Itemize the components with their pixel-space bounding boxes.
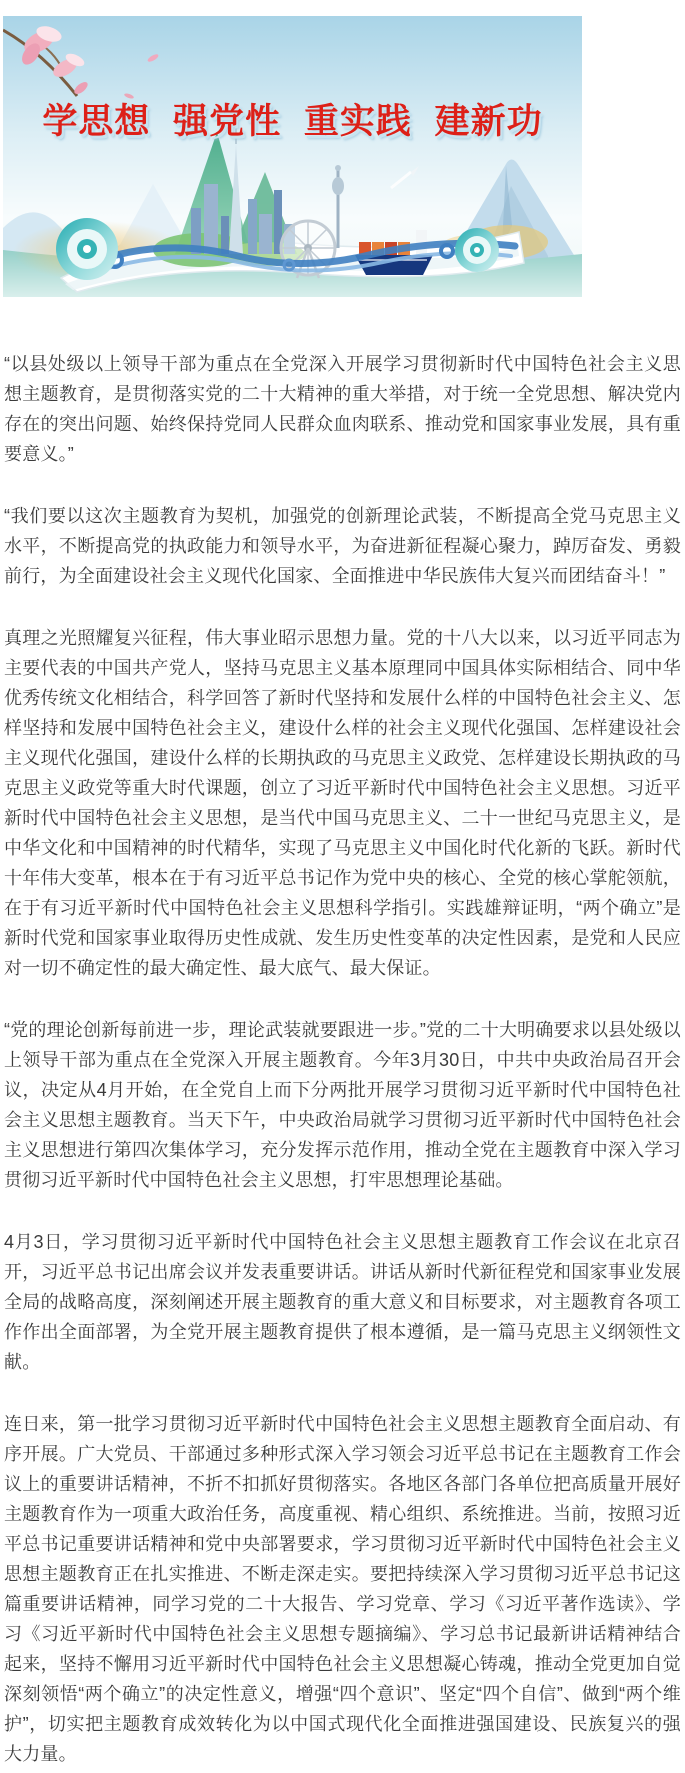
scroll-roll-right [455,228,499,272]
article-paragraph: “党的理论创新每前进一步，理论武装就要跟进一步。”党的二十大明确要求以县处级以上领导干部为重点在全党深入开展主题教育。今年3月30日，中共中央政治局召开会议，决定从4月开始，在全党自上而下分两批开展学习贯彻习近平新时代中国特色社会主义思想主题教育。当天下午，中央政治局就学习贯彻习近平新时代中国特色社会主义思想进行第四次集体学习，充分发挥示范作用，推动全党在主题教育中深入学习贯彻习近平新时代中国特色社会主义思想，打牢思想理论基础。 [4,1020,681,1190]
article-paragraph: “我们要以这次主题教育为契机，加强党的创新理论武装，不断提高全党马克思主义水平，不断提高党的执政能力和领导水平，为奋进新征程凝心聚力，踔厉奋发、勇毅前行，为全面建设社会主义现代化国家、全面推进中华民族伟大复兴而团结奋斗！” [4,506,681,586]
article-paragraph: 真理之光照耀复兴征程，伟大事业昭示思想力量。党的十八大以来，以习近平同志为主要代表的中国共产党人，坚持马克思主义基本原理同中国具体实际相结合、同中华优秀传统文化相结合，科学回答了新时代坚持和发展什么样的中国特色社会主义、怎样坚持和发展中国特色社会主义，建设什么样的社会主义现代化强国、怎样建设社会主义现代化强国，建设什么样的长期执政的马克思主义政党、怎样建设长期执政的马克思主义政党等重大时代课题，创立了习近平新时代中国特色社会主义思想。习近平新时代中国特色社会主义思想，是当代中国马克思主义、二十一世纪马克思主义，是中华文化和中国精神的时代精华，实现了马克思主义中国化时代化新的飞跃。新时代十年伟大变革，根本在于有习近平总书记作为党中央的核心、全党的核心掌舵领航，在于有习近平新时代中国特色社会主义思想科学指引。实践雄辩证明，“两个确立”是新时代党和国家事业取得历史性成就、发生历史性变革的决定性因素，是党和人民应对一切不确定性的最大确定性、最大底气、最大保证。 [4,628,681,978]
banner-image [3,16,582,297]
banner-illustration [3,16,582,297]
article-paragraph: 连日来，第一批学习贯彻习近平新时代中国特色社会主义思想主题教育全面启动、有序开展。广大党员、干部通过多种形式深入学习领会习近平总书记在主题教育工作会议上的重要讲话精神，不折不扣抓好贯彻落实。各地区各部门各单位把高质量开展好主题教育作为一项重大政治任务，高度重视、精心组织、系统推进。当前，按照习近平总书记重要讲话精神和党中央部署要求，学习贯彻习近平新时代中国特色社会主义思想主题教育正在扎实推进、不断走深走实。要把持续深入学习贯彻习近平总书记这篇重要讲话精神，同学习党的二十大报告、学习党章、学习《习近平著作选读》、学习《习近平新时代中国特色社会主义思想专题摘编》、学习总书记最新讲话精神结合起来，坚持不懈用习近平新时代中国特色社会主义思想凝心铸魂，推动全党更加自觉深刻领悟“两个确立”的决定性意义，增强“四个意识”、坚定“四个自信”、做到“两个维护”，切实把主题教育成效转化为以中国式现代化全面推进强国建设、民族复兴的强大力量。 [4,1414,681,1764]
scroll-roll-left [56,218,118,280]
article-page [0,16,685,1773]
article-paragraph: 4月3日，学习贯彻习近平新时代中国特色社会主义思想主题教育工作会议在北京召开，习近平总书记出席会议并发表重要讲话。讲话从新时代新征程党和国家事业发展全局的战略高度，深刻阐述开展主题教育的重大意义和目标要求，对主题教育各项工作作出全面部署，为全党开展主题教育提供了根本遵循，是一篇马克思主义纲领性文献。 [4,1232,681,1372]
article-body [0,349,685,1769]
banner-title: 学思想 强党性 重实践 建新功 [42,102,543,141]
article-paragraph: “以县处级以上领导干部为重点在全党深入开展学习贯彻新时代中国特色社会主义思想主题教育，是贯彻落实党的二十大精神的重大举措，对于统一全党思想、解决党内存在的突出问题、始终保持党同人民群众血肉联系、推动党和国家事业发展，具有重要意义。” [4,354,681,464]
